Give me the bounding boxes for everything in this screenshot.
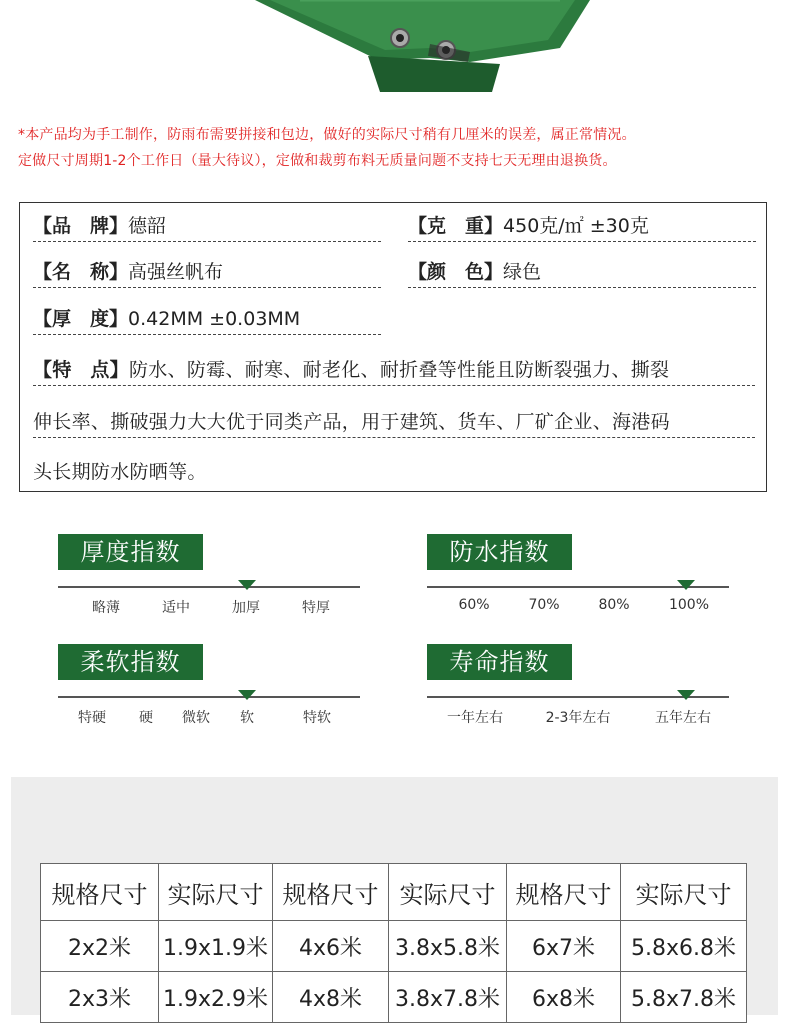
table-cell: 4x8米 <box>273 972 389 1023</box>
spec-color-value: 绿色 <box>503 261 542 283</box>
table-header-cell: 实际尺寸 <box>621 864 747 921</box>
table-cell: 6x8米 <box>507 972 621 1023</box>
spec-features-line-1: 【特 点】防水、防霉、耐寒、耐老化、耐折叠等性能且防断裂强力、撕裂 <box>33 355 755 386</box>
table-cell: 1.9x2.9米 <box>159 972 273 1023</box>
lifespan-label: 五年左右 <box>655 710 711 726</box>
table-cell: 3.8x5.8米 <box>389 921 507 972</box>
spec-features-line-3: 头长期防水防晒等。 <box>33 461 207 483</box>
waterproof-index-marker <box>677 580 695 590</box>
lifespan-index <box>427 644 732 734</box>
lifespan-index-title: 寿命指数 <box>427 644 572 680</box>
softness-label: 硬 <box>139 710 153 726</box>
spec-brand: 【品 牌】德韶 <box>33 211 381 242</box>
spec-thickness: 【厚 度】0.42MM ±0.03MM <box>33 304 381 335</box>
thickness-label: 适中 <box>162 600 190 616</box>
thickness-label: 略薄 <box>92 600 120 616</box>
size-table <box>40 863 747 1023</box>
thickness-label: 特厚 <box>302 600 330 616</box>
spec-weight-value: 450克/㎡ ±30克 <box>503 215 649 237</box>
table-cell: 5.8x7.8米 <box>621 972 747 1023</box>
table-cell: 4x6米 <box>273 921 389 972</box>
thickness-index-title: 厚度指数 <box>58 534 203 570</box>
table-header-cell: 实际尺寸 <box>159 864 273 921</box>
waterproof-label: 70% <box>528 597 560 613</box>
table-cell: 2x3米 <box>41 972 159 1023</box>
order-notice <box>18 122 778 174</box>
waterproof-index-title: 防水指数 <box>427 534 572 570</box>
table-header-cell: 规格尺寸 <box>273 864 389 921</box>
table-cell: 2x2米 <box>41 921 159 972</box>
table-row <box>41 921 747 972</box>
table-header-cell: 规格尺寸 <box>41 864 159 921</box>
softness-index-marker <box>238 690 256 700</box>
thickness-index-bar <box>58 586 360 588</box>
waterproof-label: 100% <box>668 597 710 613</box>
waterproof-label: 60% <box>458 597 490 613</box>
thickness-index <box>58 534 363 624</box>
waterproof-label: 80% <box>598 597 630 613</box>
table-cell: 1.9x1.9米 <box>159 921 273 972</box>
table-header-cell: 实际尺寸 <box>389 864 507 921</box>
table-cell: 5.8x6.8米 <box>621 921 747 972</box>
spec-features-line-2: 伸长率、撕破强力大大优于同类产品，用于建筑、货车、厂矿企业、海港码 <box>33 407 755 438</box>
softness-index-bar <box>58 696 360 698</box>
spec-name-value: 高强丝帆布 <box>128 261 224 283</box>
table-cell: 3.8x7.8米 <box>389 972 507 1023</box>
softness-label: 特硬 <box>78 710 106 726</box>
spec-brand-value: 德韶 <box>128 215 167 237</box>
softness-label: 微软 <box>182 710 210 726</box>
notice-line-1: *本产品均为手工制作，防雨布需要拼接和包边，做好的实际尺寸稍有几厘米的误差，属正常情况。 <box>18 127 636 143</box>
table-header-row <box>41 864 747 921</box>
thickness-label: 加厚 <box>232 600 260 616</box>
lifespan-index-marker <box>677 690 695 700</box>
softness-label: 特软 <box>303 710 331 726</box>
table-header-cell: 规格尺寸 <box>507 864 621 921</box>
spec-name: 【名 称】高强丝帆布 <box>33 257 381 288</box>
waterproof-index <box>427 534 732 624</box>
softness-index <box>58 644 363 734</box>
thickness-index-marker <box>238 580 256 590</box>
spec-box <box>19 202 767 492</box>
tarp-product-image <box>0 0 790 92</box>
softness-label: 软 <box>240 710 254 726</box>
notice-line-2: 定做尺寸周期1-2个工作日（量大待议），定做和裁剪布料无质量问题不支持七天无理由退换货。 <box>18 153 617 169</box>
spec-weight: 【克 重】450克/㎡ ±30克 <box>408 211 756 242</box>
softness-index-title: 柔软指数 <box>58 644 203 680</box>
spec-thickness-value: 0.42MM ±0.03MM <box>128 308 301 330</box>
lifespan-label: 2-3年左右 <box>545 710 611 726</box>
table-cell: 6x7米 <box>507 921 621 972</box>
spec-color: 【颜 色】绿色 <box>408 257 756 288</box>
size-table-section <box>11 777 778 1015</box>
lifespan-label: 一年左右 <box>447 710 503 726</box>
